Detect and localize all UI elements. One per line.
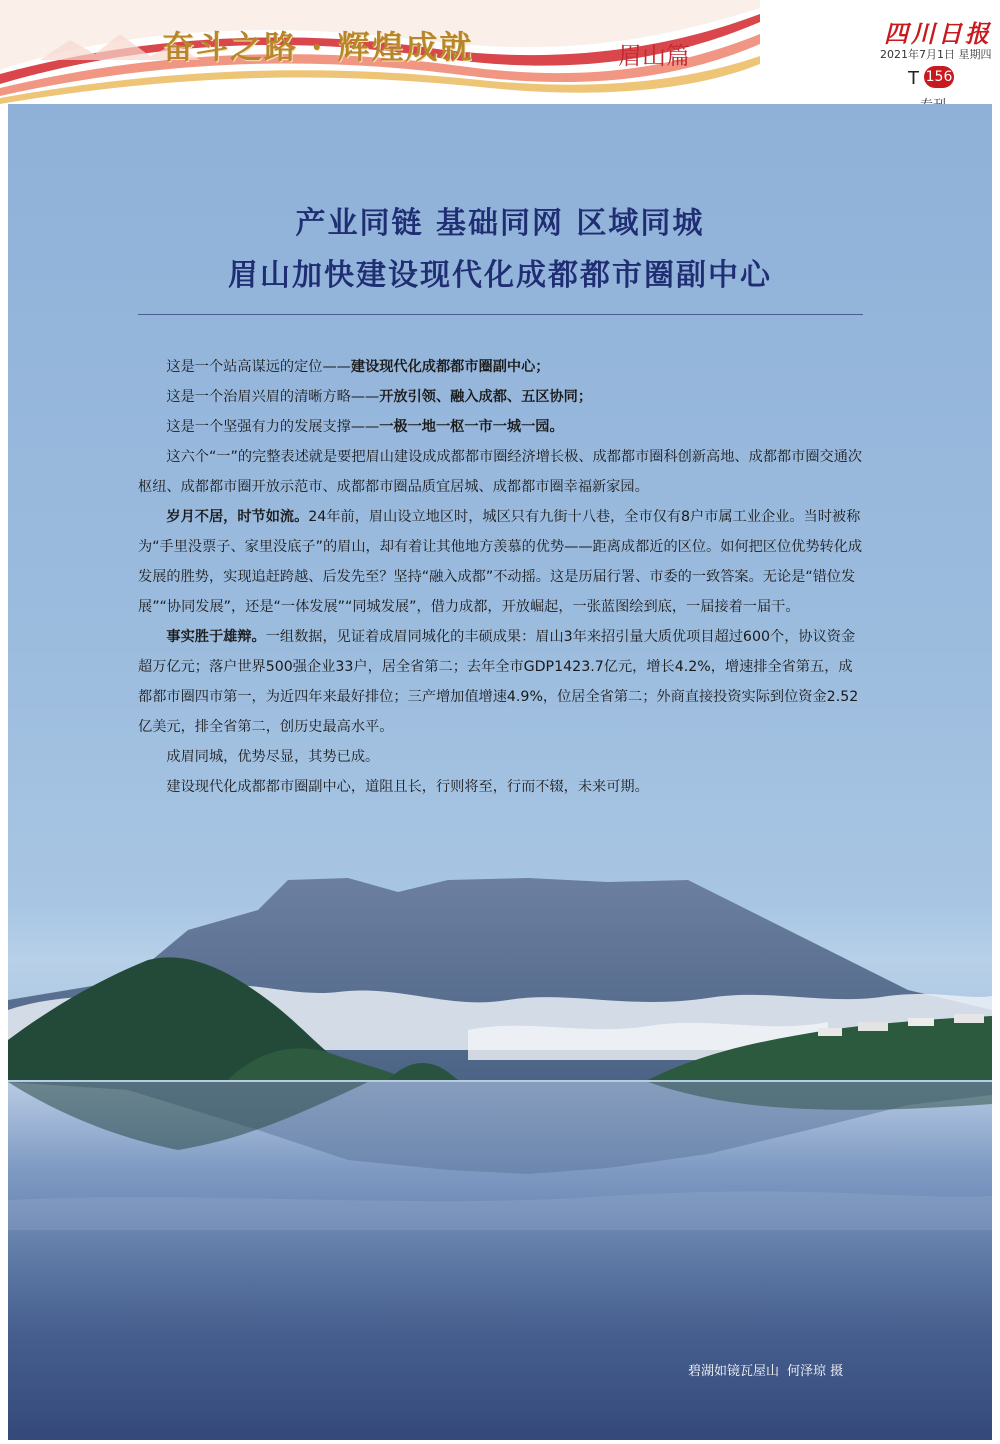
page-letter: T [908,68,919,89]
paragraph-1-lead: 这是一个站高谋远的定位—— [166,359,351,375]
photo-caption-text: 碧湖如镜瓦屋山 [688,1364,780,1379]
paragraph-3 [138,412,863,442]
paragraph-8: 建设现代化成都都市圈副中心，道阻且长，行则将至，行而不辍，未来可期。 [166,779,649,795]
paragraph-1-emphasis: 建设现代化成都都市圈副中心； [350,359,550,375]
paragraph-3-lead: 这是一个坚强有力的发展支撑—— [166,419,380,435]
publication-date: 2021年7月1日 星期四 [880,48,992,61]
paragraph-3-emphasis: 一极一地一枢一市一城一园。 [379,419,564,435]
paragraph-7: 成眉同城，优势尽显，其势已成。 [166,749,380,765]
paragraph-5 [138,502,863,622]
paragraph-2-emphasis: 开放引领、融入成都、五区协同； [379,389,593,405]
paragraph-5-lead: 岁月不居，时节如流。 [166,509,309,525]
paragraph-4: 这六个“一”的完整表述就是要把眉山建设成成都都市圈经济增长极、成都都市圈科创新高地、成都都市圈交通次枢纽、成都都市圈开放示范市、成都都市圈品质宜居城、成都都市圈幸福新家园。 [138,449,863,495]
headline-line-2: 眉山加快建设现代化成都都市圈副中心 [228,258,772,293]
paragraph-2 [138,382,863,412]
page-number-badge: 156 [924,66,954,88]
series-title: 奋斗之路 · 辉煌成就 [162,28,474,66]
paragraph-6-text: 一组数据，见证着成眉同城化的丰硕成果：眉山3年来招引量大质优项目超过600个，协议资金超万亿元；落户世界500强企业33户，居全省第二；去年全市GDP1423.7亿元，增长4.2%，增速排全省第五，成都都市圈四市第一，为近四年来最好排位；三产增加值增速4.9%，位居全省第二；外商直接投资实际到位资金2.52亿美元，排全省第二，创历史最高水平。 [138,629,859,735]
paragraph-1 [138,352,863,382]
headline-divider [138,314,863,315]
photo-caption [688,1360,843,1379]
headline-line-1: 产业同链 基础同网 区域同城 [295,206,705,241]
article-body [138,352,863,802]
masthead [0,0,1000,110]
section-title: 眉山篇 [618,42,690,70]
paragraph-6 [138,622,863,742]
photo-credit: 何泽琼 摄 [787,1364,844,1379]
paragraph-6-lead: 事实胜于雄辩。 [166,629,266,645]
paragraph-5-text: 24年前，眉山设立地区时，城区只有九街十八巷，全市仅有8户市属工业企业。当时被称为“手里没票子、家里没底子”的眉山，却有着让其他地方羡慕的优势——距离成都近的区位。如何把区位优势转化成发展的胜势，实现追赶跨越、后发先至？坚持“融入成都”不动摇。这是历届行署、市委的一致答案。无论是“错位发展”“协同发展”，还是“一体发展”“同城发展”，借力成都，开放崛起，一张蓝图绘到底，一届接着一届干。 [138,509,863,615]
lake-mountain-photo [8,760,992,1440]
newspaper-logo: 四川日报 [884,19,992,48]
paragraph-2-lead: 这是一个治眉兴眉的清晰方略—— [166,389,380,405]
